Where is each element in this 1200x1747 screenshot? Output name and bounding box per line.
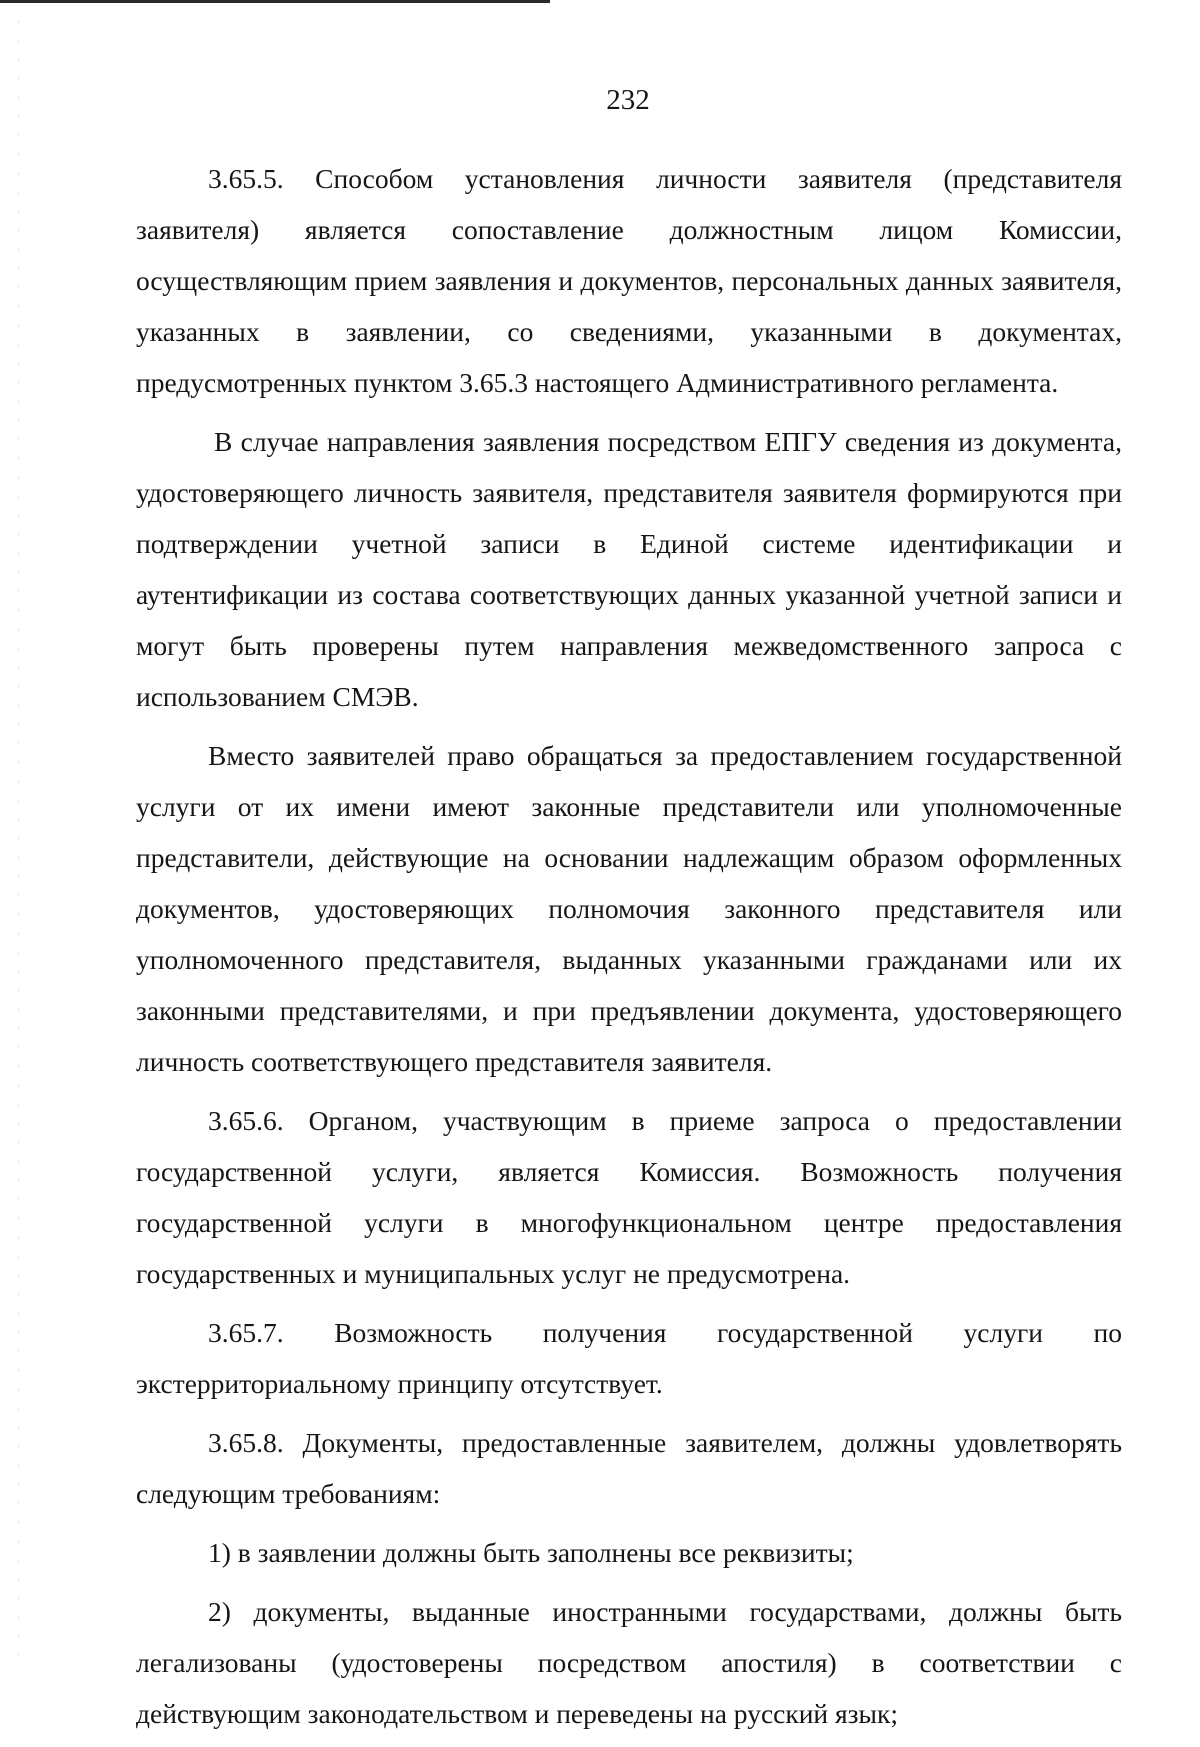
paragraph-3-65-6: 3.65.6. Органом, участвующим в приеме запроса о предоставлении государственной услуги, является Комиссия. Возможность получения государственной услуги в многофункциональном центре предоставления государственных и муниципальных услуг не предусмотрена. xyxy=(136,1105,1122,1289)
document-body xyxy=(136,153,1122,1747)
scan-left-margin-noise xyxy=(18,20,19,1660)
list-item-2: 2) документы, выданные иностранными государствами, должны быть легализованы (удостоверены посредством апостиля) в соответствии с действующим законодательством и переведены на русский язык; xyxy=(136,1596,1122,1729)
paragraph-epgu-identity: В случае направления заявления посредством ЕПГУ сведения из документа, удостоверяющего личность заявителя, представителя заявителя формируются при подтверждении учетной записи в Единой системе идентификации и аутентификации из состава соответствующих данных указанной учетной записи и могут быть проверены путем направления межведомственного запроса с использованием СМЭВ. xyxy=(136,426,1122,712)
paragraph-3-65-5: 3.65.5. Способом установления личности заявителя (представителя заявителя) является сопоставление должностным лицом Комиссии, осуществляющим прием заявления и документов, персональных данных заявителя, указанных в заявлении, со сведениями, указанными в документах, предусмотренных пунктом 3.65.3 настоящего Административного регламента. xyxy=(136,163,1122,398)
paragraph-3-65-8: 3.65.8. Документы, предоставленные заявителем, должны удовлетворять следующим требованиям: xyxy=(136,1427,1122,1509)
list-item-1: 1) в заявлении должны быть заполнены все реквизиты; xyxy=(208,1537,854,1568)
scan-top-edge xyxy=(0,0,550,3)
page-number: 232 xyxy=(606,84,650,116)
paragraph-representatives: Вместо заявителей право обращаться за предоставлением государственной услуги от их имени имеют законные представители или уполномоченные представители, действующие на основании надлежащим образом оформленных документов, удостоверяющих полномочия законного представителя или уполномоченного представителя, выданных указанными гражданами или их законными представителями, и при предъявлении документа, удостоверяющего личность соответствующего представителя заявителя. xyxy=(136,740,1122,1077)
paragraph-3-65-7: 3.65.7. Возможность получения государственной услуги по экстерриториальному принципу отсутствует. xyxy=(136,1317,1122,1399)
